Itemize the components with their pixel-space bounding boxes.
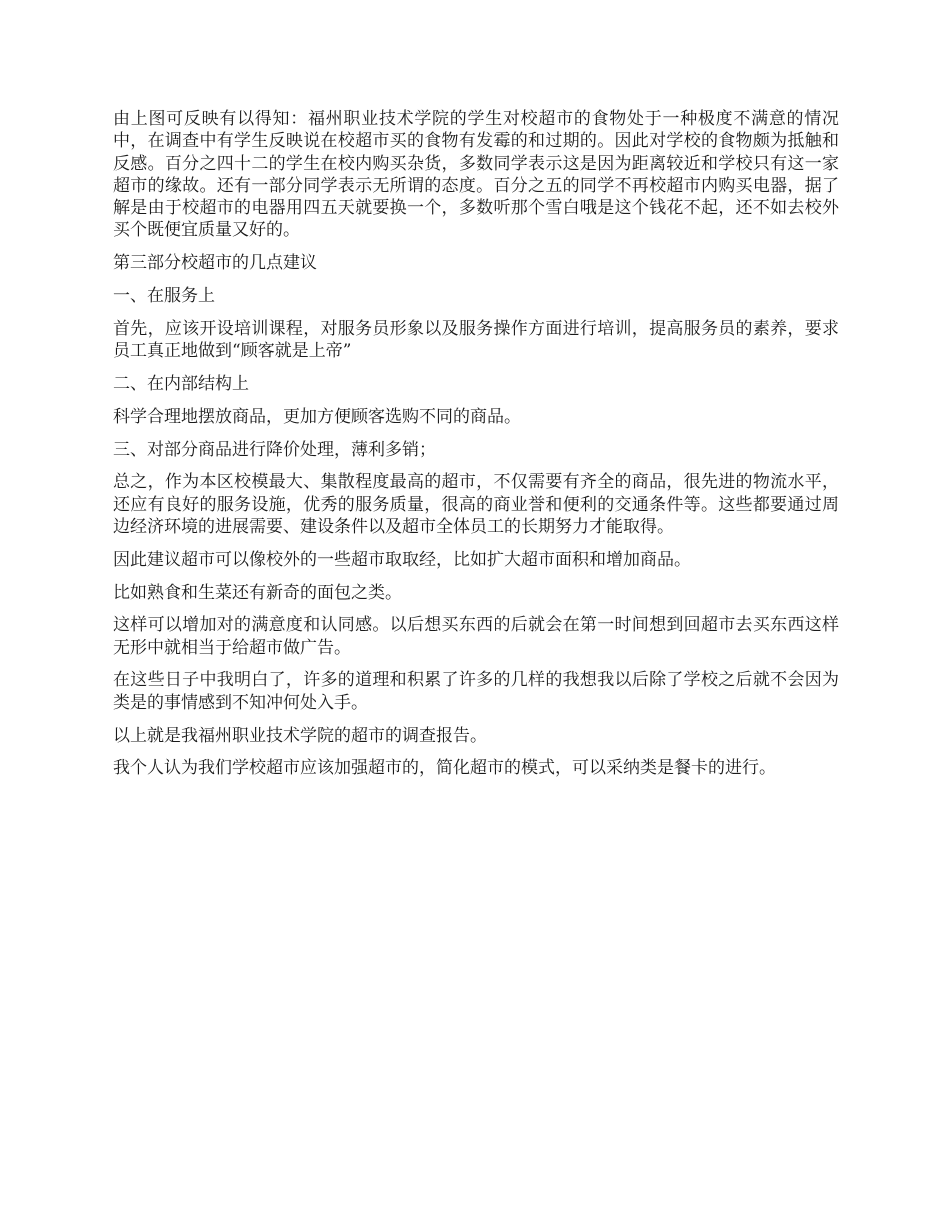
subheading-service: 一、在服务上 — [113, 286, 215, 307]
document-page — [113, 108, 839, 790]
paragraph-report-closing: 以上就是我福州职业技术学院的超市的调查报告。 — [113, 725, 487, 746]
subheading-price-reduction: 三、对部分商品进行降价处理，薄利多销； — [113, 439, 436, 460]
paragraph-deli-examples: 比如熟食和生菜还有新奇的面包之类。 — [113, 582, 402, 603]
paragraph-expand-suggestion: 因此建议超市可以像校外的一些超市取取经，比如扩大超市面积和增加商品。 — [113, 549, 691, 570]
paragraph-satisfaction: 这样可以增加对的满意度和认同感。以后想买东西的后就会在第一时间想到回超市去买东西这样无形中就相当于给超市做广告。 — [113, 615, 839, 658]
section-heading-suggestions: 第三部分校超市的几点建议 — [113, 253, 317, 274]
paragraph-survey-findings: 由上图可反映有以得知：福州职业技术学院的学生对校超市的食物处于一种极度不满意的情况中，在调查中有学生反映说在校超市买的食物有发霉的和过期的。因此对学校的食物颇为抵触和反感。百分之四十二的学生在校内购买杂货，多数同学表示这是因为距离较近和学校只有这一家超市的缘故。还有一部分同学表示无所谓的态度。百分之五的同学不再校超市内购买电器，据了解是由于校超市的电器用四五天就要换一个，多数听那个雪白哦是这个钱花不起，还不如去校外买个既便宜质量又好的。 — [113, 109, 839, 241]
paragraph-reflection: 在这些日子中我明白了，许多的道理和积累了许多的几样的我想我以后除了学校之后就不会因为类是的事情感到不知冲何处入手。 — [113, 670, 839, 713]
paragraph-personal-opinion: 我个人认为我们学校超市应该加强超市的，简化超市的模式，可以采纳类是餐卡的进行。 — [113, 758, 776, 779]
paragraph-product-placement: 科学合理地摆放商品，更加方便顾客选购不同的商品。 — [113, 406, 521, 427]
subheading-internal-structure: 二、在内部结构上 — [113, 373, 249, 394]
paragraph-training: 首先，应该开设培训课程，对服务员形象以及服务操作方面进行培训，提高服务员的素养，要求员工真正地做到“顾客就是上帝” — [113, 318, 839, 362]
paragraph-summary: 总之，作为本区校模最大、集散程度最高的超市，不仅需要有齐全的商品，很先进的物流水平，还应有良好的服务设施，优秀的服务质量，很高的商业誉和便利的交通条件等。这些都要通过周边经济环境的进展需要、建设条件以及超市全体员工的长期努力才能取得。 — [113, 472, 839, 537]
